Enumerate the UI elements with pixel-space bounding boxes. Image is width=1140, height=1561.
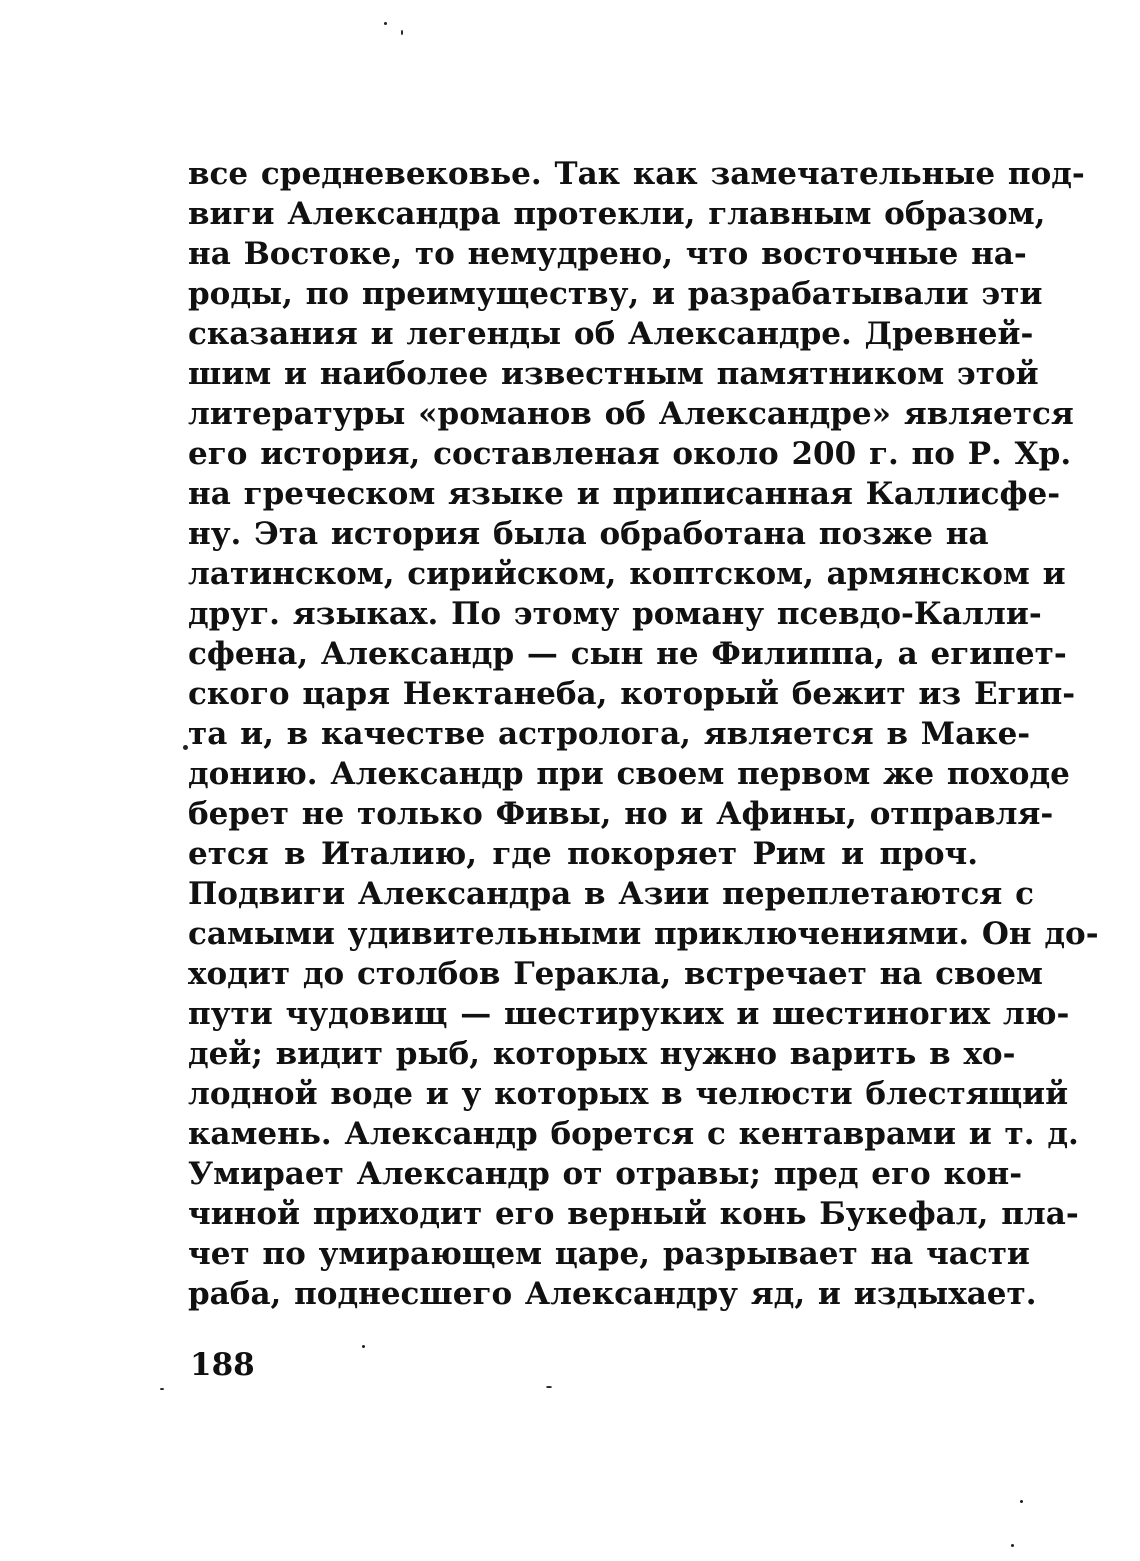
text-line: берет не только Фивы, но и Афины, отправля- bbox=[188, 796, 1054, 832]
text-line: камень. Александр борется с кентаврами и т. д. bbox=[188, 1116, 1079, 1152]
text-line: чиной приходит его верный конь Букефал, пла- bbox=[188, 1196, 1079, 1232]
text-line: Умирает Александр от отравы; пред его кон- bbox=[188, 1156, 1023, 1192]
text-line: раба, поднесшего Александру яд, и издыхает. bbox=[188, 1276, 1037, 1312]
text-line: та и, в качестве астролога, является в Маке- bbox=[188, 716, 1031, 752]
scan-speck bbox=[1020, 1500, 1023, 1503]
text-line: виги Александра протекли, главным образом, bbox=[188, 196, 1046, 232]
text-line: дей; видит рыб, которых нужно варить в хо- bbox=[188, 1036, 1016, 1072]
text-line: чет по умирающем царе, разрывает на части bbox=[188, 1236, 1030, 1272]
body-text bbox=[188, 154, 1099, 1314]
text-line: ходит до столбов Геракла, встречает на своем bbox=[188, 956, 1043, 992]
page-number: 188 bbox=[190, 1347, 255, 1383]
scan-speck bbox=[160, 1388, 164, 1390]
text-line: Подвиги Александра в Азии переплетаются с bbox=[188, 876, 1034, 912]
text-line: все средневековье. Так как замечательные под- bbox=[188, 156, 1085, 192]
scan-speck bbox=[1011, 1544, 1014, 1547]
text-line: самыми удивительными приключениями. Он до- bbox=[188, 916, 1099, 952]
text-line: сфена, Александр — сын не Филиппа, а египет- bbox=[188, 636, 1067, 672]
text-line: шим и наиболее известным памятником этой bbox=[188, 356, 1039, 392]
scan-speck bbox=[183, 745, 188, 750]
scan-speck bbox=[401, 30, 403, 35]
scan-speck bbox=[362, 1345, 365, 1348]
text-line: ского царя Нектанеба, который бежит из Егип- bbox=[188, 676, 1076, 712]
text-line: роды, по преимуществу, и разрабатывали эти bbox=[188, 276, 1043, 312]
scan-speck bbox=[546, 1386, 552, 1388]
text-line: друг. языках. По этому роману псевдо-Калли- bbox=[188, 596, 1042, 632]
text-line: на Востоке, то немудрено, что восточные на- bbox=[188, 236, 1027, 272]
text-line: литературы «романов об Александре» является bbox=[188, 396, 1074, 432]
text-line: донию. Александр при своем первом же походе bbox=[188, 756, 1070, 792]
scan-speck bbox=[384, 22, 387, 25]
text-line: ется в Италию, где покоряет Рим и проч. bbox=[188, 836, 978, 872]
text-line: сказания и легенды об Александре. Древней- bbox=[188, 316, 1034, 352]
text-line: пути чудовищ — шестируких и шестиногих лю- bbox=[188, 996, 1070, 1032]
text-line: лодной воде и у которых в челюсти блестящий bbox=[188, 1076, 1069, 1112]
text-line: ну. Эта история была обработана позже на bbox=[188, 516, 989, 552]
text-line: на греческом языке и приписанная Каллисфе- bbox=[188, 476, 1061, 512]
text-line: его история, составленая около 200 г. по Р. Хр. bbox=[188, 436, 1072, 472]
text-line: латинском, сирийском, коптском, армянском и bbox=[188, 556, 1066, 592]
